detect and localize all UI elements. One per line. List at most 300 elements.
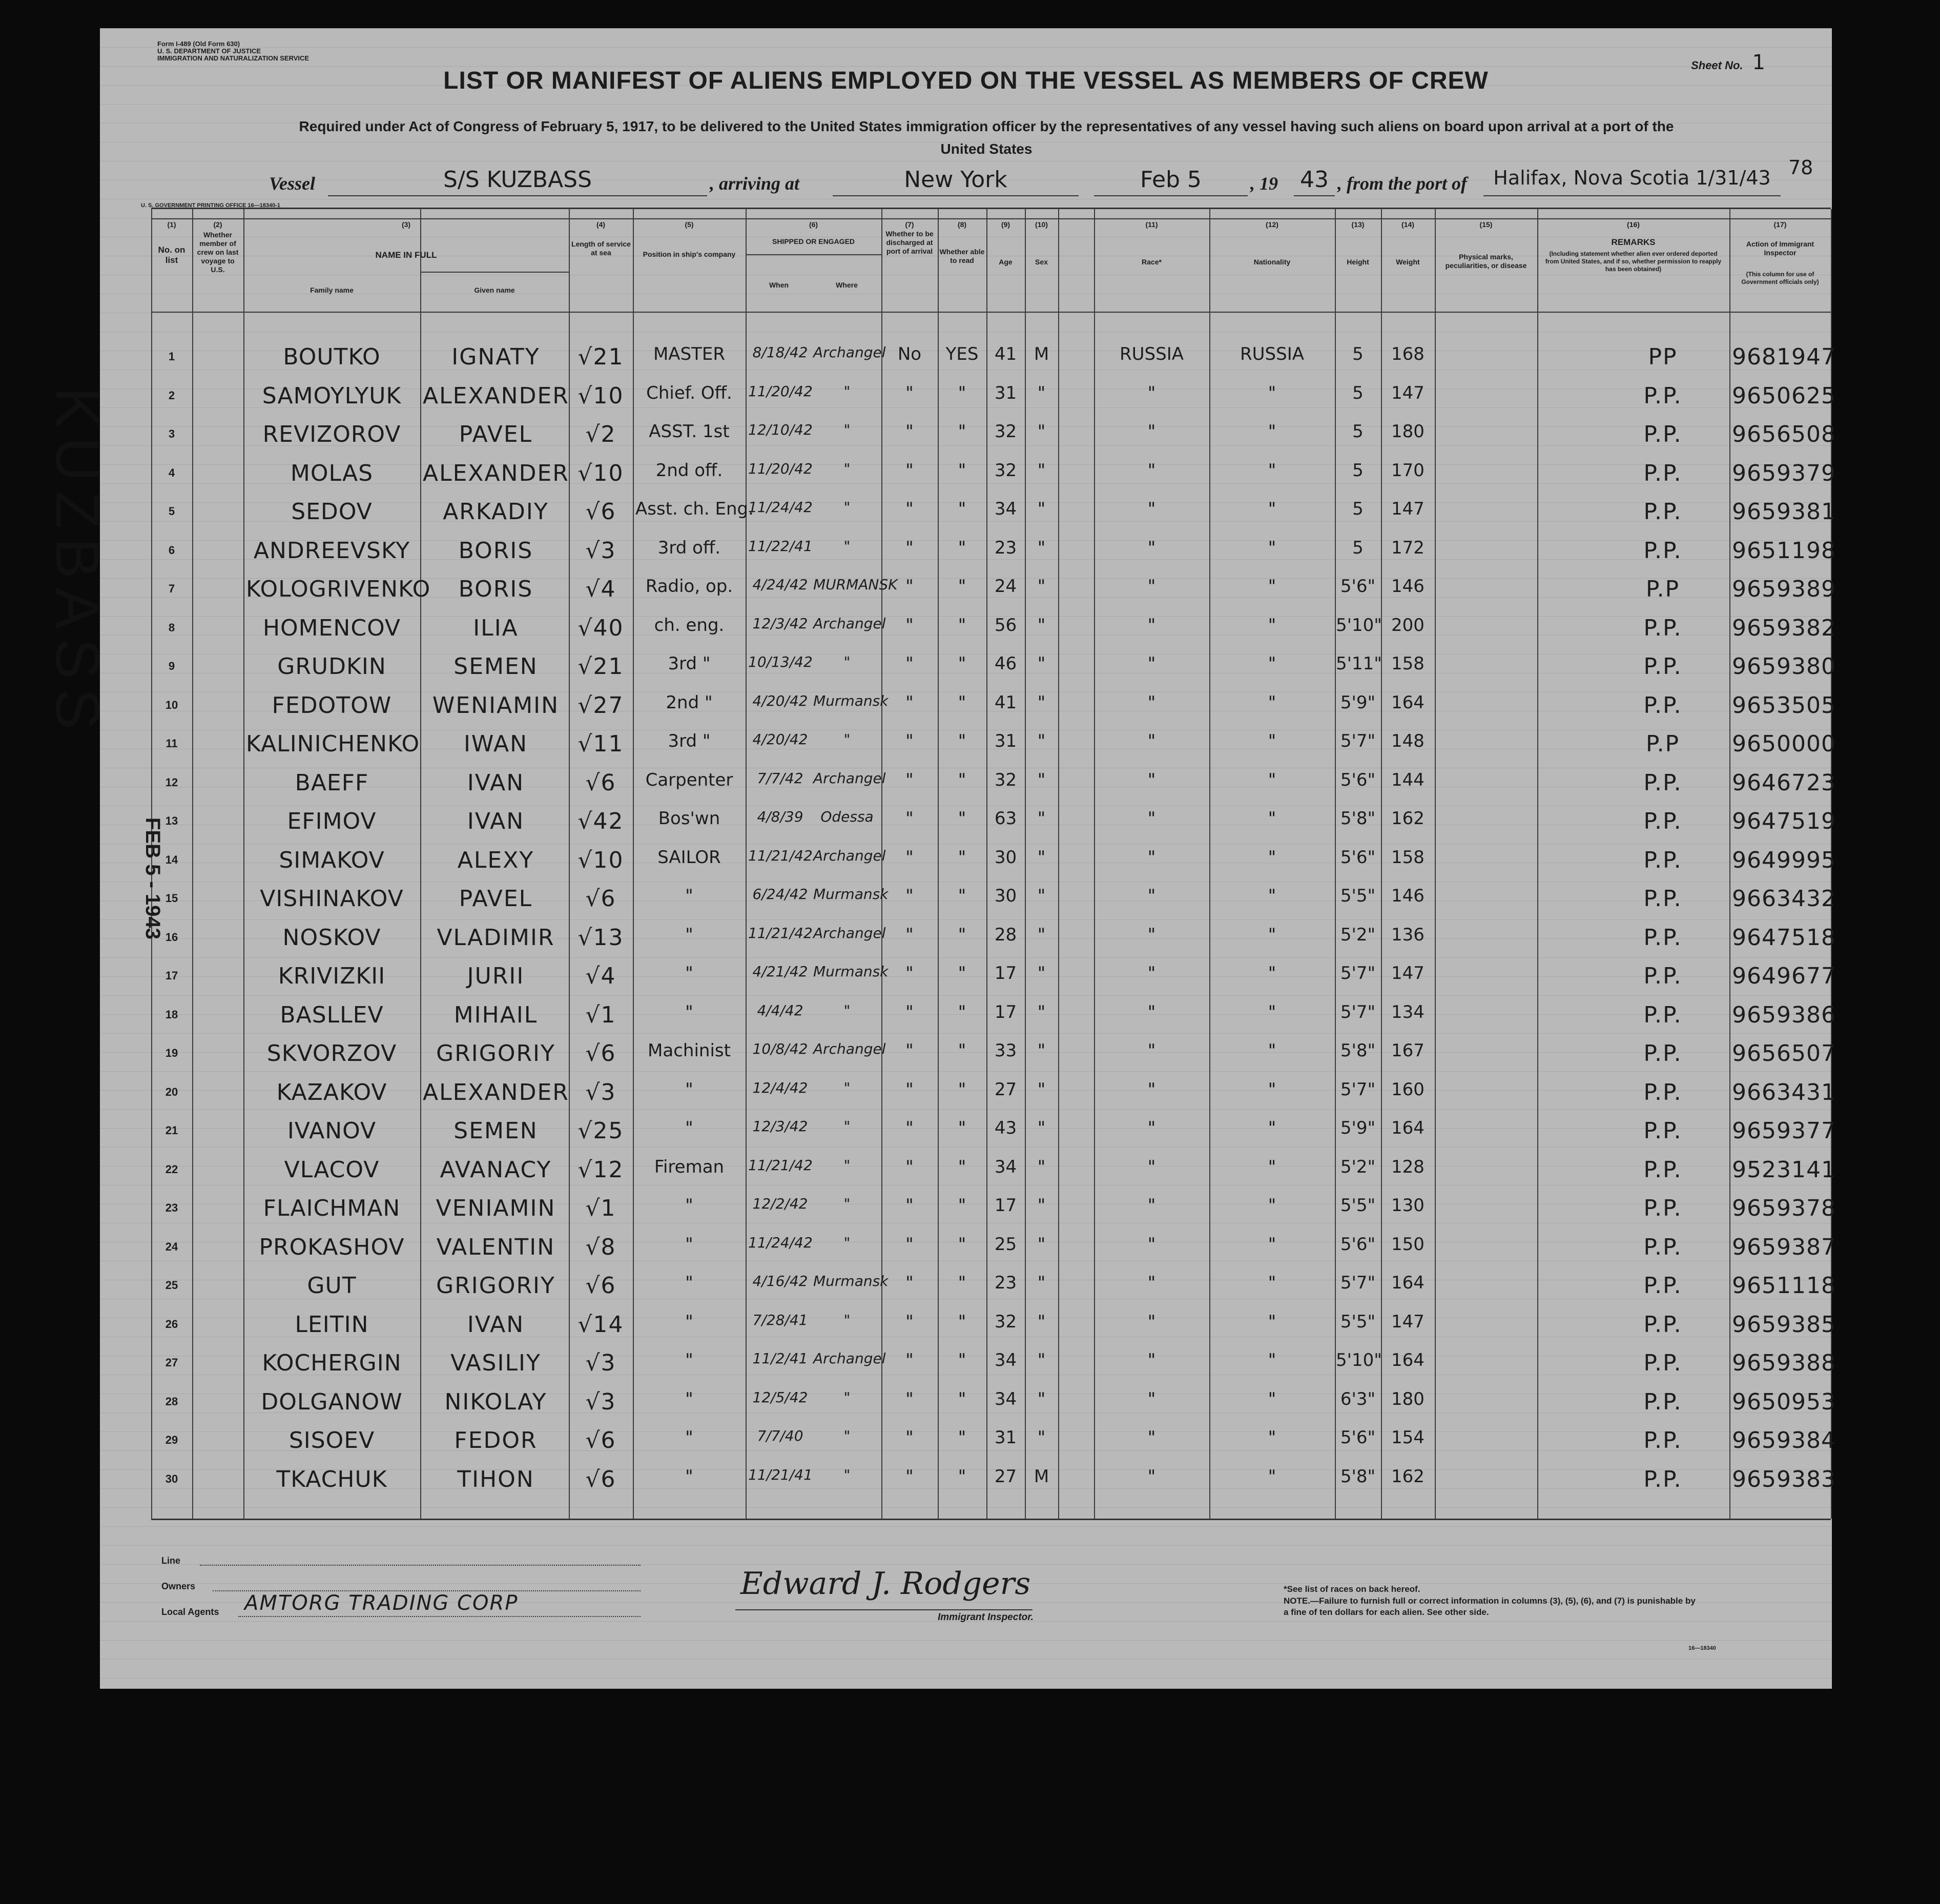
cell-when: 11/21/42 (748, 847, 813, 864)
cell-remarks: P.P. (1643, 1234, 1682, 1260)
cell-service: √8 (585, 1234, 616, 1260)
cell-sex: " (1037, 1118, 1046, 1138)
cell-service: √6 (585, 769, 616, 796)
cell-family: VISHINAKOV (260, 886, 404, 912)
cell-discharged: " (905, 653, 914, 674)
cell-family: BAEFF (295, 769, 369, 796)
col-able-to-read: Whether able to read (939, 248, 985, 264)
cell-height: 5'11" (1336, 653, 1382, 674)
cell-given: ALEXANDER (423, 1079, 569, 1105)
cell-service: √10 (577, 382, 624, 409)
sheet-number: Sheet No. 1 (1691, 51, 1765, 74)
cell-age: 17 (994, 1195, 1017, 1216)
cell-height: 5'2" (1340, 1156, 1376, 1177)
cell-no: 3 (168, 427, 175, 440)
cell-age: 32 (994, 421, 1017, 442)
cell-read: " (958, 653, 966, 674)
cell-position: " (685, 1234, 693, 1255)
cell-read: " (958, 615, 966, 636)
cell-service: √11 (577, 731, 624, 757)
col-last-voyage: Whether member of crew on last voyage to U.S. (197, 231, 239, 274)
table-row (151, 649, 1836, 688)
cell-when: 7/7/42 (757, 769, 803, 787)
cell-race: " (1147, 1311, 1156, 1332)
cell-height: 5'9" (1340, 692, 1376, 713)
cell-height: 5'9" (1340, 1118, 1376, 1138)
cell-height: 5'5" (1340, 1195, 1376, 1216)
cell-action: 9659377 (1732, 1118, 1836, 1144)
page-subtitle: Required under Act of Congress of February 5, 1917, to be delivered to the United States immigration officer by the representatives of any vessel having such aliens on board upon arrival at a port of the United States (299, 118, 1674, 157)
cell-age: 23 (994, 537, 1017, 558)
col-position: Position in ship's company (643, 250, 736, 258)
cell-height: 5 (1352, 344, 1364, 364)
cell-action: 9659380 (1732, 653, 1836, 680)
cell-sex: " (1037, 1156, 1046, 1177)
cell-remarks: P.P (1645, 731, 1680, 757)
cell-service: √6 (585, 1040, 616, 1067)
cell-weight: 147 (1391, 1311, 1425, 1332)
cell-age: 28 (994, 924, 1017, 945)
cell-read: " (958, 1273, 966, 1293)
cell-nationality: " (1268, 963, 1276, 984)
cell-sex: " (1037, 731, 1046, 751)
cell-nationality: " (1268, 576, 1276, 597)
cell-weight: 158 (1391, 653, 1425, 674)
cell-read: " (958, 769, 966, 790)
cell-weight: 162 (1391, 808, 1425, 829)
cell-service: √10 (577, 847, 624, 873)
col-family-name: Family name (310, 286, 354, 294)
cell-action: 9659379 (1732, 460, 1836, 486)
cell-remarks: P.P. (1643, 499, 1682, 525)
cell-no: 22 (165, 1162, 178, 1176)
cell-age: 30 (994, 847, 1017, 868)
cell-service: √1 (585, 1195, 616, 1221)
cell-family: HOMENCOV (262, 615, 401, 641)
cell-nationality: " (1268, 653, 1276, 674)
cell-race: RUSSIA (1120, 344, 1184, 364)
cell-position: ch. eng. (654, 615, 725, 636)
cell-where: " (843, 1118, 851, 1135)
table-row (151, 1307, 1836, 1346)
cell-read: " (958, 421, 966, 442)
cell-height: 6'3" (1340, 1388, 1376, 1409)
cell-no: 12 (165, 775, 178, 789)
cell-when: 7/28/41 (752, 1311, 808, 1328)
table-row (151, 611, 1836, 649)
cell-action: 9663432 (1732, 886, 1836, 912)
table-row (151, 882, 1836, 920)
cell-no: 27 (165, 1356, 178, 1369)
cell-where: " (843, 382, 851, 400)
cell-sex: M (1034, 344, 1049, 364)
cell-read: " (958, 1311, 966, 1332)
cell-where: Murmansk (813, 692, 889, 709)
cell-read: " (958, 963, 966, 984)
cell-weight: 164 (1391, 1118, 1425, 1138)
cell-weight: 136 (1391, 924, 1425, 945)
cell-action: 9650000 (1732, 731, 1836, 757)
cell-service: √40 (577, 615, 624, 641)
cell-weight: 134 (1391, 1001, 1425, 1022)
cell-when: 11/24/42 (748, 1234, 813, 1251)
cell-nationality: RUSSIA (1240, 344, 1304, 364)
cell-remarks: P.P. (1643, 382, 1682, 409)
cell-sex: " (1037, 808, 1046, 829)
cell-given: MIHAIL (453, 1001, 538, 1028)
cell-family: BOUTKO (283, 344, 381, 370)
cell-where: Murmansk (813, 963, 889, 980)
cell-height: 5 (1352, 460, 1364, 481)
table-row (151, 340, 1836, 378)
cell-given: VLADIMIR (437, 924, 555, 951)
cell-given: TIHON (457, 1466, 534, 1492)
col-nationality: Nationality (1253, 258, 1291, 266)
cell-position: " (685, 1273, 693, 1293)
cell-position: 3rd off. (657, 537, 721, 558)
cell-race: " (1147, 692, 1156, 713)
cell-when: 4/4/42 (757, 1001, 803, 1019)
cell-remarks: P.P. (1643, 963, 1682, 989)
cell-race: " (1147, 1156, 1156, 1177)
cell-discharged: " (905, 769, 914, 790)
cell-weight: 167 (1391, 1040, 1425, 1061)
cell-given: VASILIY (450, 1350, 541, 1376)
cell-race: " (1147, 460, 1156, 481)
cell-remarks: P.P. (1643, 1195, 1682, 1221)
cell-when: 4/8/39 (757, 808, 803, 825)
cell-family: KOLOGRIVENKO (246, 576, 431, 602)
cell-height: 5 (1352, 421, 1364, 442)
cell-when: 4/20/42 (752, 692, 808, 709)
table-row (151, 572, 1836, 610)
cell-no: 28 (165, 1395, 178, 1408)
cell-weight: 172 (1391, 537, 1425, 558)
cell-service: √10 (577, 460, 624, 486)
cell-no: 16 (165, 930, 178, 944)
cell-action: 9663431 (1732, 1079, 1836, 1105)
cell-action: 9659388 (1732, 1350, 1836, 1376)
cell-height: 5'10" (1336, 1350, 1382, 1370)
cell-race: " (1147, 1234, 1156, 1255)
cell-weight: 168 (1391, 344, 1425, 364)
cell-family: SIMAKOV (279, 847, 385, 873)
cell-sex: " (1037, 1040, 1046, 1061)
form-number: 16—18340 (1688, 1645, 1716, 1651)
cell-when: 11/22/41 (748, 537, 813, 555)
cell-family: SEDOV (291, 499, 373, 525)
cell-given: AVANACY (440, 1156, 552, 1183)
col-weight: Weight (1396, 258, 1420, 266)
cell-service: √1 (585, 1001, 616, 1028)
cell-where: " (843, 731, 851, 748)
cell-family: GUT (307, 1273, 357, 1299)
cell-race: " (1147, 886, 1156, 906)
cell-weight: 147 (1391, 499, 1425, 519)
cell-age: 34 (994, 1156, 1017, 1177)
cell-family: GRUDKIN (277, 653, 386, 680)
cell-position: ASST. 1st (649, 421, 730, 442)
cell-nationality: " (1268, 1001, 1276, 1022)
cell-weight: 180 (1391, 1388, 1425, 1409)
cell-read: " (958, 808, 966, 829)
cell-discharged: " (905, 1427, 914, 1448)
table-row (151, 456, 1836, 495)
cell-action: 9656508 (1732, 421, 1836, 447)
cell-service: √6 (585, 886, 616, 912)
cell-no: 11 (166, 737, 178, 750)
cell-given: ALEXY (457, 847, 534, 873)
cell-where: Archangel (813, 344, 886, 361)
cell-read: " (958, 1040, 966, 1061)
cell-family: BASLLEV (280, 1001, 384, 1028)
cell-no: 6 (168, 543, 175, 557)
cell-no: 4 (168, 466, 175, 479)
col-race: Race* (1142, 258, 1162, 266)
col-name-in-full: NAME IN FULL (375, 250, 437, 260)
cell-age: 30 (994, 886, 1017, 906)
cell-weight: 130 (1391, 1195, 1425, 1216)
cell-read: " (958, 499, 966, 519)
cell-sex: " (1037, 537, 1046, 558)
cell-no: 14 (165, 853, 178, 866)
cell-when: 12/10/42 (748, 421, 813, 438)
page-reference: 78 (1788, 156, 1813, 179)
cell-age: 17 (994, 963, 1017, 984)
cell-where: Murmansk (813, 1273, 889, 1289)
cell-remarks: P.P. (1643, 653, 1682, 680)
cell-discharged: " (905, 576, 914, 597)
cell-height: 5 (1352, 382, 1364, 403)
cell-where: Murmansk (813, 886, 889, 903)
table-row (151, 1385, 1836, 1423)
cell-action: 9659386 (1732, 1001, 1836, 1028)
cell-read: " (958, 576, 966, 597)
crew-table: (1) No. on list (2) Whether member of crew on last voyage to U.S. (3) NAME IN FULL Family name Given name (4) Length of service at sea (5) Position in ship's company (6) SHIPPED OR ENGAGED When Where (7) Whether to be discharged at port of arrival (8) Whether able to read (9) Age (10) Sex (11) Race* (12) Nationality (13) Height (14) Weight (15) Physical marks, peculiarities, or disease (16) REMARKS (Including statement whether alien ever ordered deported from United States, and if so, whether permission to reapply has been obtained) (17) Action of Immigrant Inspector (This column for use of Government officials only) 1 BOUTKO IGNATY √21 MASTER 8/18/42 Archangel No YES 41 M RUSSIA RUSSIA 5 168 PP 9681947 2 SAMOYLYUK ALEXANDER √10 Chief. Off. 11/20/42 " " " 31 " " " 5 147 P.P. 9650625 3 REVIZOROV PAVEL √2 ASST. 1st 12/10/42 " " " 32 " " " 5 180 P.P. 9656508 4 MOLAS ALEXANDER √10 2nd off. 11/20/42 " " " 32 " " " 5 170 P.P. 9659379 5 SEDOV ARKADIY √6 Asst. ch. Eng. 11/24/42 " " " 34 " " " 5 147 P.P. 9659381 6 ANDREEVSKY BORIS √3 3rd off. 11/22/41 " " " 23 " " " 5 172 P.P. 9651198 7 KOLOGRIVENKO BORIS √4 Radio, op. 4/24/42 MURMANSK " " 24 " " " 5'6" 146 P.P 9659389 8 HOMENCOV ILIA √40 ch. eng. 12/3/42 Archangel " " 56 " " " 5'10" 200 P.P. 9659382 9 GRUDKIN SEMEN √21 3rd " 10/13/42 " " " 46 " " " 5'11" 158 P.P. 9659380 10 FEDOTOW WENIAMIN √27 2nd " 4/20/42 Murmansk " " 41 " " " 5'9" 164 P.P. 9653505 11 KALINICHENKO IWAN √11 3rd " 4/20/42 " " " 31 " " " 5'7" 148 P.P 9650000 12 BAEFF IVAN √6 Carpenter 7/7/42 Archangel " " 32 " " " 5'6" 144 P.P. 9646723 13 EFIMOV IVAN √42 Bos'wn 4/8/39 Odessa " " 63 " " " 5'8" 162 P.P. 9647519 14 SIMAKOV ALEXY √10 SAILOR 11/21/42 Archangel " " 30 " " " 5'6" 158 P.P. 9649995 15 VISHINAKOV PAVEL √6 " 6/24/42 Murmansk " " 30 " " " 5'5" 146 P.P. 9663432 16 NOSKOV VLADIMIR √13 " 11/21/42 Archangel " " 28 " " " 5'2" 136 P.P. 9647518 17 KRIVIZKII JURII √4 " 4/21/42 Murmansk " " 17 " " " 5'7" 147 P.P. 9649677 18 BASLLEV MIHAIL √1 " 4/4/42 " " " 17 " " " 5'7" 134 P.P. 9659386 19 SKVORZOV GRIGORIY √6 Machinist 10/8/42 Archangel " " 33 " " " 5'8" 167 P.P. 9656507 20 KAZAKOV ALEXANDER √3 " 12/4/42 " " " 27 " " " 5'7" 160 P.P. 9663431 21 IVANOV SEMEN √25 " 12/3/42 " " " 43 " " " 5'9" 164 P.P. 9659377 22 VLACOV AVANACY √12 Fireman 11/21/42 " " " 34 " " " 5'2" 128 P.P. 9523141 23 FLAICHMAN VENIAMIN √1 " 12/2/42 " " " 17 " " " 5'5" 130 P.P. 9659378 24 PROKASHOV VALENTIN √8 " 11/24/42 " " " 25 " " " 5'6" 150 P.P. 9659387 25 GUT GRIGORIY √6 " 4/16/42 Murmansk " " 23 " " " 5'7" 164 P.P. 9651118 26 LEITIN IVAN √14 " 7/28/41 " " " 32 " " " 5'5" 147 P.P. 9659385 27 KOCHERGIN VASILIY √3 " 11/2/41 Archangel " " 34 " " " 5'10" 164 P.P. 9659388 28 DOLGANOW NIKOLAY √3 " 12/5/42 " " " 34 " " " 6'3" 180 P.P. 9650953 29 SISOEV FEDOR √6 " 7/7/40 " " " 31 " " " 5'6" 154 P.P. 9659384 30 TKACHUK TIHON √6 " 11/21/41 " " " 27 M " " 5'8" 162 P.P. 9659383 (151, 208, 1831, 1520)
cell-where: Archangel (813, 769, 886, 787)
cell-family: SISOEV (288, 1427, 375, 1453)
cell-weight: 158 (1391, 847, 1425, 868)
cell-height: 5'7" (1340, 1079, 1376, 1100)
cell-given: ARKADIY (443, 499, 549, 525)
cell-age: 25 (994, 1234, 1017, 1255)
cell-race: " (1147, 1079, 1156, 1100)
cell-no: 21 (165, 1124, 178, 1137)
cell-action: 9653505 (1732, 692, 1836, 719)
cell-position: 2nd " (666, 692, 713, 713)
cell-remarks: P.P. (1643, 692, 1682, 719)
cell-family: KALINICHENKO (246, 731, 420, 757)
col-no-on-list: No. on list (158, 245, 185, 265)
cell-age: 63 (994, 808, 1017, 829)
cell-height: 5'2" (1340, 924, 1376, 945)
cell-age: 31 (994, 1427, 1017, 1448)
col-length-of-service: Length of service at sea (571, 240, 631, 257)
cell-position: " (685, 1311, 693, 1332)
cell-no: 25 (165, 1279, 178, 1292)
cell-service: √13 (577, 924, 624, 951)
cell-age: 34 (994, 1388, 1017, 1409)
table-row (151, 1075, 1836, 1114)
cell-service: √3 (585, 1350, 616, 1376)
cell-where: Odessa (820, 808, 874, 825)
form-id: Form I-489 (Old Form 630) (157, 40, 240, 48)
cell-action: 9649995 (1732, 847, 1836, 873)
cell-given: NIKOLAY (444, 1388, 547, 1415)
cell-nationality: " (1268, 692, 1276, 713)
cell-position: Asst. ch. Eng. (635, 499, 754, 519)
cell-service: √27 (577, 692, 624, 719)
cell-position: " (685, 1466, 693, 1487)
cell-read: " (958, 731, 966, 751)
cell-no: 24 (165, 1240, 178, 1253)
cell-where: " (843, 1234, 851, 1251)
cell-no: 9 (168, 660, 175, 672)
cell-when: 4/24/42 (752, 576, 808, 593)
cell-age: 56 (994, 615, 1017, 636)
cell-family: KRIVIZKII (278, 963, 386, 989)
agents-label: Local Agents (161, 1607, 219, 1617)
cell-service: √3 (585, 1388, 616, 1415)
cell-sex: " (1037, 1388, 1046, 1409)
cell-weight: 162 (1391, 1466, 1425, 1487)
cell-given: IGNATY (451, 344, 540, 370)
cell-when: 4/20/42 (752, 731, 808, 748)
cell-given: ILIA (473, 615, 519, 641)
table-row (151, 1191, 1836, 1230)
cell-when: 11/21/42 (748, 1156, 813, 1174)
cell-no: 23 (165, 1201, 178, 1214)
cell-age: 41 (994, 344, 1017, 364)
cell-sex: " (1037, 460, 1046, 481)
arrival-port: New York (833, 167, 1079, 196)
cell-sex: " (1037, 769, 1046, 790)
cell-no: 30 (165, 1472, 178, 1485)
cell-race: " (1147, 808, 1156, 829)
col-remarks-note: (Including statement whether alien ever ordered deported from United States, and if so, whether permission to reapply has been obtained) (1545, 250, 1722, 273)
cell-race: " (1147, 1273, 1156, 1293)
cell-when: 4/21/42 (752, 963, 808, 980)
cell-read: " (958, 1234, 966, 1255)
table-row (151, 766, 1836, 804)
cell-family: LEITIN (295, 1311, 369, 1338)
cell-weight: 170 (1391, 460, 1425, 481)
cell-nationality: " (1268, 615, 1276, 636)
table-row (151, 1346, 1836, 1384)
cell-given: JURII (467, 963, 525, 989)
cell-height: 5'6" (1340, 847, 1376, 868)
cell-nationality: " (1268, 731, 1276, 751)
cell-discharged: " (905, 963, 914, 984)
cell-position: Carpenter (645, 769, 733, 790)
table-row (151, 1114, 1836, 1152)
cell-service: √42 (577, 808, 624, 834)
col-discharged: Whether to be discharged at port of arrival (885, 230, 934, 255)
table-row (151, 1268, 1836, 1307)
cell-where: Archangel (813, 847, 886, 864)
cell-nationality: " (1268, 1079, 1276, 1100)
cell-action: 9681947 (1732, 344, 1836, 370)
col-inspector-action: Action of Immigrant Inspector (1746, 240, 1814, 257)
cell-discharged: " (905, 499, 914, 519)
cell-family: SAMOYLYUK (262, 382, 402, 409)
cell-race: " (1147, 924, 1156, 945)
cell-discharged: " (905, 1273, 914, 1293)
cell-discharged: " (905, 1195, 914, 1216)
cell-where: Archangel (813, 924, 886, 941)
cell-remarks: P.P (1645, 576, 1680, 602)
cell-discharged: " (905, 1001, 914, 1022)
cell-nationality: " (1268, 886, 1276, 906)
cell-no: 13 (165, 814, 178, 827)
cell-height: 5'10" (1336, 615, 1382, 636)
cell-discharged: " (905, 808, 914, 829)
cell-race: " (1147, 1195, 1156, 1216)
cell-sex: " (1037, 1427, 1046, 1448)
cell-read: " (958, 382, 966, 403)
cell-remarks: P.P. (1643, 1427, 1682, 1453)
cell-remarks: P.P. (1643, 808, 1682, 834)
cell-read: " (958, 537, 966, 558)
cell-where: " (843, 1311, 851, 1328)
cell-no: 26 (165, 1317, 178, 1330)
cell-age: 41 (994, 692, 1017, 713)
cell-service: √12 (577, 1156, 624, 1183)
cell-read: " (958, 1118, 966, 1138)
cell-discharged: " (905, 1156, 914, 1177)
cell-no: 20 (165, 1085, 178, 1098)
cell-nationality: " (1268, 924, 1276, 945)
cell-height: 5'7" (1340, 963, 1376, 984)
cell-read: " (958, 692, 966, 713)
cell-given: PAVEL (459, 421, 533, 447)
cell-remarks: P.P. (1643, 537, 1682, 564)
col-remarks: REMARKS (1611, 237, 1656, 247)
cell-weight: 148 (1391, 731, 1425, 751)
cell-height: 5'6" (1340, 1234, 1376, 1255)
cell-where: Archangel (813, 615, 886, 632)
cell-weight: 150 (1391, 1234, 1425, 1255)
printing-office: U. S. GOVERNMENT PRINTING OFFICE 16—18340-1 (141, 202, 281, 209)
table-row (151, 379, 1836, 417)
cell-race: " (1147, 653, 1156, 674)
cell-when: 11/20/42 (748, 382, 813, 400)
cell-position: MASTER (653, 344, 726, 364)
cell-when: 11/24/42 (748, 499, 813, 516)
cell-when: 10/8/42 (752, 1040, 808, 1057)
cell-action: 9646723 (1732, 769, 1836, 796)
cell-when: 4/16/42 (752, 1273, 808, 1289)
cell-discharged: " (905, 382, 914, 403)
cell-read: " (958, 1001, 966, 1022)
cell-weight: 154 (1391, 1427, 1425, 1448)
cell-given: ALEXANDER (423, 382, 569, 409)
cell-where: " (843, 1079, 851, 1096)
cell-remarks: P.P. (1643, 1001, 1682, 1028)
cell-given: IWAN (463, 731, 528, 757)
cell-remarks: PP (1648, 344, 1678, 370)
cell-weight: 160 (1391, 1079, 1425, 1100)
cell-given: PAVEL (459, 886, 533, 912)
cell-action: 9523141 (1732, 1156, 1836, 1183)
table-row (151, 804, 1836, 843)
cell-no: 7 (168, 582, 175, 595)
cell-remarks: P.P. (1643, 924, 1682, 951)
cell-family: DOLGANOW (261, 1388, 403, 1415)
cell-position: " (685, 1388, 693, 1409)
cell-position: " (685, 1079, 693, 1100)
cell-race: " (1147, 1466, 1156, 1487)
